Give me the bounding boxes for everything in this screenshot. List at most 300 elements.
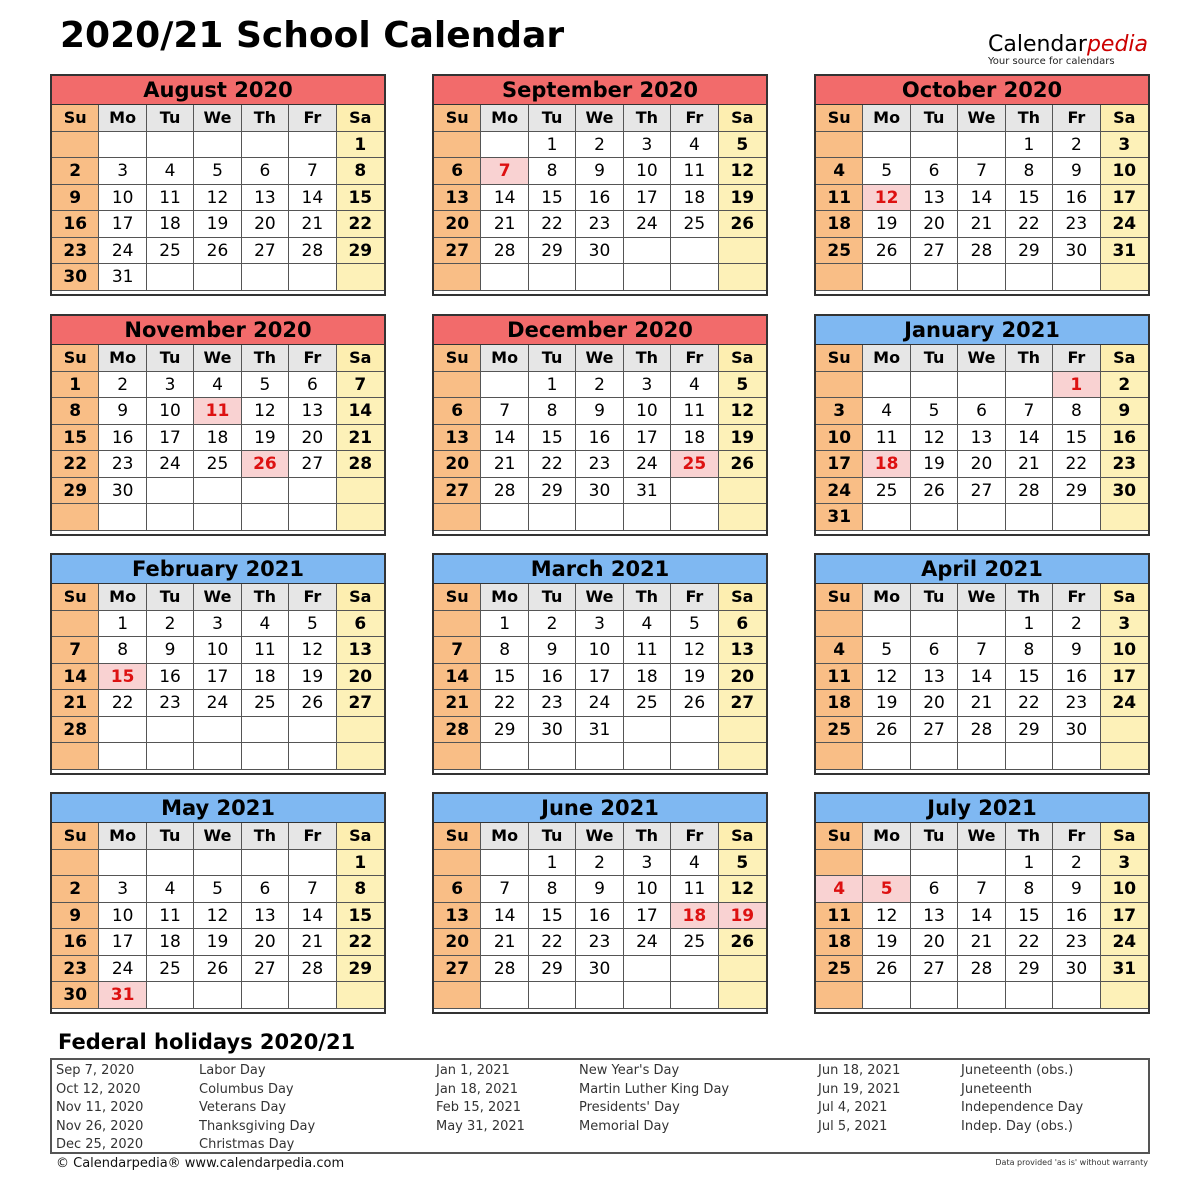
day-cell[interactable]: 9: [52, 185, 99, 212]
day-cell[interactable]: 20: [242, 929, 289, 956]
day-cell[interactable]: 5: [719, 132, 766, 159]
day-cell[interactable]: 27: [911, 238, 958, 265]
day-cell[interactable]: 1: [529, 372, 576, 399]
day-cell[interactable]: 2: [52, 876, 99, 903]
day-cell[interactable]: 18: [671, 185, 718, 212]
day-cell[interactable]: 26: [719, 451, 766, 478]
day-cell[interactable]: 6: [911, 876, 958, 903]
day-cell[interactable]: 5: [911, 398, 958, 425]
day-cell[interactable]: 21: [337, 425, 384, 452]
day-cell[interactable]: 26: [671, 690, 718, 717]
day-cell[interactable]: 27: [434, 956, 481, 983]
day-cell[interactable]: 9: [52, 903, 99, 930]
day-cell[interactable]: 14: [1006, 425, 1053, 452]
day-cell[interactable]: 12: [719, 158, 766, 185]
day-cell[interactable]: 19: [863, 211, 910, 238]
day-cell[interactable]: 27: [242, 956, 289, 983]
day-cell[interactable]: 4: [816, 876, 863, 903]
day-cell[interactable]: 25: [242, 690, 289, 717]
day-cell[interactable]: 11: [242, 637, 289, 664]
day-cell[interactable]: 4: [671, 850, 718, 877]
day-cell[interactable]: 30: [1053, 717, 1100, 744]
day-cell[interactable]: 31: [1101, 956, 1148, 983]
day-cell[interactable]: 3: [99, 876, 146, 903]
day-cell[interactable]: 4: [671, 372, 718, 399]
day-cell[interactable]: 12: [863, 903, 910, 930]
brand-logo[interactable]: [988, 34, 1148, 67]
day-cell[interactable]: 22: [529, 451, 576, 478]
day-cell[interactable]: 12: [671, 637, 718, 664]
day-cell[interactable]: 4: [242, 611, 289, 638]
day-cell[interactable]: 15: [337, 903, 384, 930]
day-cell[interactable]: 23: [576, 929, 623, 956]
day-cell[interactable]: 22: [1006, 211, 1053, 238]
day-cell[interactable]: 4: [194, 372, 241, 399]
day-cell[interactable]: 4: [624, 611, 671, 638]
day-cell[interactable]: 28: [337, 451, 384, 478]
day-cell[interactable]: 11: [863, 425, 910, 452]
day-cell[interactable]: 30: [529, 717, 576, 744]
day-cell[interactable]: 17: [1101, 664, 1148, 691]
day-cell[interactable]: 5: [719, 372, 766, 399]
day-cell[interactable]: 12: [911, 425, 958, 452]
day-cell[interactable]: 15: [1006, 664, 1053, 691]
day-cell[interactable]: 24: [624, 211, 671, 238]
day-cell[interactable]: 20: [434, 211, 481, 238]
day-cell[interactable]: 21: [52, 690, 99, 717]
day-cell[interactable]: 17: [99, 929, 146, 956]
day-cell[interactable]: 24: [624, 929, 671, 956]
day-cell[interactable]: 15: [337, 185, 384, 212]
day-cell[interactable]: 20: [337, 664, 384, 691]
day-cell[interactable]: 15: [529, 903, 576, 930]
day-cell[interactable]: 3: [99, 158, 146, 185]
day-cell[interactable]: 13: [911, 664, 958, 691]
day-cell[interactable]: 10: [1101, 637, 1148, 664]
day-cell[interactable]: 3: [147, 372, 194, 399]
day-cell[interactable]: 7: [434, 637, 481, 664]
day-cell[interactable]: 8: [529, 876, 576, 903]
day-cell[interactable]: 7: [52, 637, 99, 664]
day-cell[interactable]: 10: [1101, 876, 1148, 903]
day-cell[interactable]: 8: [1006, 637, 1053, 664]
day-cell[interactable]: 17: [147, 425, 194, 452]
day-cell[interactable]: 10: [576, 637, 623, 664]
day-cell[interactable]: 30: [99, 478, 146, 505]
day-cell[interactable]: 23: [576, 451, 623, 478]
day-cell[interactable]: 25: [816, 717, 863, 744]
day-cell[interactable]: 8: [1053, 398, 1100, 425]
day-cell[interactable]: 1: [529, 850, 576, 877]
day-cell[interactable]: 18: [863, 451, 910, 478]
day-cell[interactable]: 8: [1006, 158, 1053, 185]
day-cell[interactable]: 26: [863, 238, 910, 265]
day-cell[interactable]: 3: [624, 132, 671, 159]
day-cell[interactable]: 19: [863, 690, 910, 717]
day-cell[interactable]: 7: [958, 158, 1005, 185]
day-cell[interactable]: 26: [719, 929, 766, 956]
day-cell[interactable]: 26: [242, 451, 289, 478]
day-cell[interactable]: 25: [194, 451, 241, 478]
day-cell[interactable]: 3: [1101, 132, 1148, 159]
day-cell[interactable]: 27: [719, 690, 766, 717]
day-cell[interactable]: 7: [289, 876, 336, 903]
day-cell[interactable]: 29: [337, 956, 384, 983]
day-cell[interactable]: 22: [99, 690, 146, 717]
day-cell[interactable]: 13: [434, 903, 481, 930]
day-cell[interactable]: 21: [481, 211, 528, 238]
day-cell[interactable]: 9: [576, 158, 623, 185]
day-cell[interactable]: 11: [147, 185, 194, 212]
day-cell[interactable]: 15: [1006, 903, 1053, 930]
day-cell[interactable]: 18: [816, 929, 863, 956]
day-cell[interactable]: 8: [52, 398, 99, 425]
day-cell[interactable]: 22: [337, 211, 384, 238]
day-cell[interactable]: 14: [481, 903, 528, 930]
day-cell[interactable]: 10: [624, 158, 671, 185]
day-cell[interactable]: 6: [958, 398, 1005, 425]
day-cell[interactable]: 25: [671, 211, 718, 238]
day-cell[interactable]: 16: [99, 425, 146, 452]
day-cell[interactable]: 5: [194, 876, 241, 903]
day-cell[interactable]: 14: [958, 903, 1005, 930]
day-cell[interactable]: 6: [434, 398, 481, 425]
day-cell[interactable]: 14: [958, 664, 1005, 691]
day-cell[interactable]: 27: [337, 690, 384, 717]
day-cell[interactable]: 1: [529, 132, 576, 159]
day-cell[interactable]: 8: [99, 637, 146, 664]
day-cell[interactable]: 20: [911, 690, 958, 717]
day-cell[interactable]: 19: [242, 425, 289, 452]
day-cell[interactable]: 11: [816, 664, 863, 691]
day-cell[interactable]: 11: [624, 637, 671, 664]
day-cell[interactable]: 17: [194, 664, 241, 691]
day-cell[interactable]: 13: [337, 637, 384, 664]
day-cell[interactable]: 8: [529, 158, 576, 185]
day-cell[interactable]: 7: [289, 158, 336, 185]
day-cell[interactable]: 6: [242, 876, 289, 903]
day-cell[interactable]: 24: [816, 478, 863, 505]
day-cell[interactable]: 31: [576, 717, 623, 744]
day-cell[interactable]: 13: [434, 425, 481, 452]
day-cell[interactable]: 27: [434, 478, 481, 505]
day-cell[interactable]: 20: [289, 425, 336, 452]
day-cell[interactable]: 14: [289, 185, 336, 212]
day-cell[interactable]: 18: [147, 211, 194, 238]
day-cell[interactable]: 7: [958, 876, 1005, 903]
day-cell[interactable]: 12: [719, 398, 766, 425]
day-cell[interactable]: 2: [52, 158, 99, 185]
day-cell[interactable]: 9: [1053, 876, 1100, 903]
day-cell[interactable]: 16: [52, 211, 99, 238]
day-cell[interactable]: 5: [719, 850, 766, 877]
day-cell[interactable]: 8: [1006, 876, 1053, 903]
day-cell[interactable]: 28: [52, 717, 99, 744]
day-cell[interactable]: 25: [624, 690, 671, 717]
day-cell[interactable]: 29: [529, 478, 576, 505]
day-cell[interactable]: 6: [719, 611, 766, 638]
day-cell[interactable]: 22: [529, 211, 576, 238]
day-cell[interactable]: 7: [481, 158, 528, 185]
day-cell[interactable]: 29: [529, 956, 576, 983]
day-cell[interactable]: 26: [863, 956, 910, 983]
day-cell[interactable]: 2: [576, 372, 623, 399]
day-cell[interactable]: 13: [242, 903, 289, 930]
day-cell[interactable]: 2: [147, 611, 194, 638]
day-cell[interactable]: 16: [1053, 903, 1100, 930]
day-cell[interactable]: 17: [624, 185, 671, 212]
day-cell[interactable]: 25: [816, 238, 863, 265]
day-cell[interactable]: 23: [1101, 451, 1148, 478]
day-cell[interactable]: 10: [1101, 158, 1148, 185]
day-cell[interactable]: 1: [1006, 132, 1053, 159]
day-cell[interactable]: 20: [434, 451, 481, 478]
day-cell[interactable]: 9: [1053, 637, 1100, 664]
day-cell[interactable]: 15: [481, 664, 528, 691]
day-cell[interactable]: 15: [1053, 425, 1100, 452]
day-cell[interactable]: 9: [147, 637, 194, 664]
day-cell[interactable]: 21: [958, 929, 1005, 956]
day-cell[interactable]: 2: [1053, 611, 1100, 638]
day-cell[interactable]: 24: [1101, 690, 1148, 717]
day-cell[interactable]: 16: [52, 929, 99, 956]
day-cell[interactable]: 30: [576, 956, 623, 983]
day-cell[interactable]: 16: [576, 903, 623, 930]
day-cell[interactable]: 21: [1006, 451, 1053, 478]
day-cell[interactable]: 29: [52, 478, 99, 505]
day-cell[interactable]: 21: [958, 211, 1005, 238]
day-cell[interactable]: 23: [147, 690, 194, 717]
day-cell[interactable]: 20: [911, 929, 958, 956]
day-cell[interactable]: 19: [194, 211, 241, 238]
day-cell[interactable]: 2: [576, 850, 623, 877]
day-cell[interactable]: 4: [816, 158, 863, 185]
day-cell[interactable]: 25: [147, 956, 194, 983]
day-cell[interactable]: 22: [1006, 690, 1053, 717]
day-cell[interactable]: 26: [719, 211, 766, 238]
day-cell[interactable]: 6: [242, 158, 289, 185]
day-cell[interactable]: 24: [99, 238, 146, 265]
day-cell[interactable]: 21: [434, 690, 481, 717]
day-cell[interactable]: 11: [816, 903, 863, 930]
day-cell[interactable]: 19: [863, 929, 910, 956]
day-cell[interactable]: 15: [1006, 185, 1053, 212]
day-cell[interactable]: 3: [194, 611, 241, 638]
day-cell[interactable]: 12: [863, 185, 910, 212]
day-cell[interactable]: 1: [52, 372, 99, 399]
day-cell[interactable]: 31: [624, 478, 671, 505]
day-cell[interactable]: 24: [194, 690, 241, 717]
day-cell[interactable]: 4: [147, 158, 194, 185]
day-cell[interactable]: 16: [1053, 185, 1100, 212]
day-cell[interactable]: 11: [147, 903, 194, 930]
day-cell[interactable]: 28: [958, 956, 1005, 983]
day-cell[interactable]: 8: [337, 876, 384, 903]
day-cell[interactable]: 16: [147, 664, 194, 691]
day-cell[interactable]: 3: [816, 398, 863, 425]
day-cell[interactable]: 3: [1101, 611, 1148, 638]
day-cell[interactable]: 9: [1101, 398, 1148, 425]
day-cell[interactable]: 4: [863, 398, 910, 425]
day-cell[interactable]: 30: [1053, 238, 1100, 265]
day-cell[interactable]: 3: [624, 850, 671, 877]
day-cell[interactable]: 27: [242, 238, 289, 265]
day-cell[interactable]: 10: [624, 398, 671, 425]
day-cell[interactable]: 27: [911, 956, 958, 983]
day-cell[interactable]: 17: [576, 664, 623, 691]
day-cell[interactable]: 26: [911, 478, 958, 505]
day-cell[interactable]: 17: [624, 903, 671, 930]
day-cell[interactable]: 25: [671, 929, 718, 956]
day-cell[interactable]: 13: [719, 637, 766, 664]
day-cell[interactable]: 22: [1053, 451, 1100, 478]
day-cell[interactable]: 12: [719, 876, 766, 903]
day-cell[interactable]: 25: [863, 478, 910, 505]
day-cell[interactable]: 23: [1053, 690, 1100, 717]
day-cell[interactable]: 19: [289, 664, 336, 691]
day-cell[interactable]: 6: [289, 372, 336, 399]
day-cell[interactable]: 4: [147, 876, 194, 903]
day-cell[interactable]: 1: [481, 611, 528, 638]
day-cell[interactable]: 6: [337, 611, 384, 638]
day-cell[interactable]: 15: [99, 664, 146, 691]
day-cell[interactable]: 11: [194, 398, 241, 425]
day-cell[interactable]: 14: [481, 185, 528, 212]
day-cell[interactable]: 12: [863, 664, 910, 691]
day-cell[interactable]: 18: [816, 211, 863, 238]
day-cell[interactable]: 18: [624, 664, 671, 691]
day-cell[interactable]: 7: [958, 637, 1005, 664]
day-cell[interactable]: 24: [624, 451, 671, 478]
day-cell[interactable]: 20: [911, 211, 958, 238]
day-cell[interactable]: 29: [1006, 238, 1053, 265]
day-cell[interactable]: 29: [529, 238, 576, 265]
day-cell[interactable]: 28: [958, 717, 1005, 744]
day-cell[interactable]: 13: [958, 425, 1005, 452]
day-cell[interactable]: 11: [671, 158, 718, 185]
day-cell[interactable]: 31: [99, 982, 146, 1009]
day-cell[interactable]: 27: [289, 451, 336, 478]
day-cell[interactable]: 10: [816, 425, 863, 452]
day-cell[interactable]: 22: [52, 451, 99, 478]
day-cell[interactable]: 16: [529, 664, 576, 691]
day-cell[interactable]: 10: [99, 903, 146, 930]
day-cell[interactable]: 5: [863, 158, 910, 185]
day-cell[interactable]: 21: [481, 451, 528, 478]
day-cell[interactable]: 23: [52, 238, 99, 265]
day-cell[interactable]: 22: [481, 690, 528, 717]
day-cell[interactable]: 28: [289, 956, 336, 983]
day-cell[interactable]: 21: [958, 690, 1005, 717]
day-cell[interactable]: 18: [671, 425, 718, 452]
day-cell[interactable]: 8: [337, 158, 384, 185]
day-cell[interactable]: 14: [958, 185, 1005, 212]
day-cell[interactable]: 26: [863, 717, 910, 744]
day-cell[interactable]: 14: [337, 398, 384, 425]
day-cell[interactable]: 19: [719, 903, 766, 930]
day-cell[interactable]: 18: [671, 903, 718, 930]
day-cell[interactable]: 12: [194, 185, 241, 212]
day-cell[interactable]: 16: [576, 425, 623, 452]
day-cell[interactable]: 2: [529, 611, 576, 638]
day-cell[interactable]: 27: [434, 238, 481, 265]
day-cell[interactable]: 29: [1006, 717, 1053, 744]
day-cell[interactable]: 7: [481, 876, 528, 903]
day-cell[interactable]: 1: [337, 850, 384, 877]
day-cell[interactable]: 17: [1101, 185, 1148, 212]
day-cell[interactable]: 24: [576, 690, 623, 717]
day-cell[interactable]: 7: [337, 372, 384, 399]
day-cell[interactable]: 15: [529, 185, 576, 212]
day-cell[interactable]: 28: [481, 956, 528, 983]
day-cell[interactable]: 26: [289, 690, 336, 717]
day-cell[interactable]: 19: [719, 185, 766, 212]
day-cell[interactable]: 5: [289, 611, 336, 638]
day-cell[interactable]: 5: [242, 372, 289, 399]
day-cell[interactable]: 10: [194, 637, 241, 664]
day-cell[interactable]: 8: [529, 398, 576, 425]
day-cell[interactable]: 1: [99, 611, 146, 638]
day-cell[interactable]: 18: [816, 690, 863, 717]
day-cell[interactable]: 6: [911, 158, 958, 185]
day-cell[interactable]: 14: [434, 664, 481, 691]
day-cell[interactable]: 31: [1101, 238, 1148, 265]
day-cell[interactable]: 23: [1053, 211, 1100, 238]
day-cell[interactable]: 13: [434, 185, 481, 212]
day-cell[interactable]: 11: [816, 185, 863, 212]
day-cell[interactable]: 9: [99, 398, 146, 425]
day-cell[interactable]: 30: [52, 264, 99, 291]
day-cell[interactable]: 25: [147, 238, 194, 265]
day-cell[interactable]: 1: [1006, 611, 1053, 638]
day-cell[interactable]: 9: [576, 876, 623, 903]
day-cell[interactable]: 31: [99, 264, 146, 291]
day-cell[interactable]: 17: [816, 451, 863, 478]
day-cell[interactable]: 8: [481, 637, 528, 664]
day-cell[interactable]: 11: [671, 876, 718, 903]
day-cell[interactable]: 28: [434, 717, 481, 744]
day-cell[interactable]: 30: [576, 478, 623, 505]
day-cell[interactable]: 19: [671, 664, 718, 691]
day-cell[interactable]: 24: [147, 451, 194, 478]
day-cell[interactable]: 21: [481, 929, 528, 956]
day-cell[interactable]: 3: [576, 611, 623, 638]
day-cell[interactable]: 1: [1053, 372, 1100, 399]
day-cell[interactable]: 19: [911, 451, 958, 478]
day-cell[interactable]: 18: [194, 425, 241, 452]
day-cell[interactable]: 28: [1006, 478, 1053, 505]
day-cell[interactable]: 22: [529, 929, 576, 956]
day-cell[interactable]: 18: [147, 929, 194, 956]
day-cell[interactable]: 9: [529, 637, 576, 664]
day-cell[interactable]: 29: [337, 238, 384, 265]
day-cell[interactable]: 25: [816, 956, 863, 983]
day-cell[interactable]: 15: [529, 425, 576, 452]
day-cell[interactable]: 29: [481, 717, 528, 744]
day-cell[interactable]: 27: [958, 478, 1005, 505]
day-cell[interactable]: 13: [242, 185, 289, 212]
day-cell[interactable]: 14: [481, 425, 528, 452]
day-cell[interactable]: 23: [99, 451, 146, 478]
day-cell[interactable]: 22: [337, 929, 384, 956]
day-cell[interactable]: 15: [52, 425, 99, 452]
day-cell[interactable]: 23: [52, 956, 99, 983]
day-cell[interactable]: 21: [289, 211, 336, 238]
day-cell[interactable]: 20: [242, 211, 289, 238]
day-cell[interactable]: 2: [99, 372, 146, 399]
day-cell[interactable]: 26: [194, 238, 241, 265]
day-cell[interactable]: 7: [481, 398, 528, 425]
